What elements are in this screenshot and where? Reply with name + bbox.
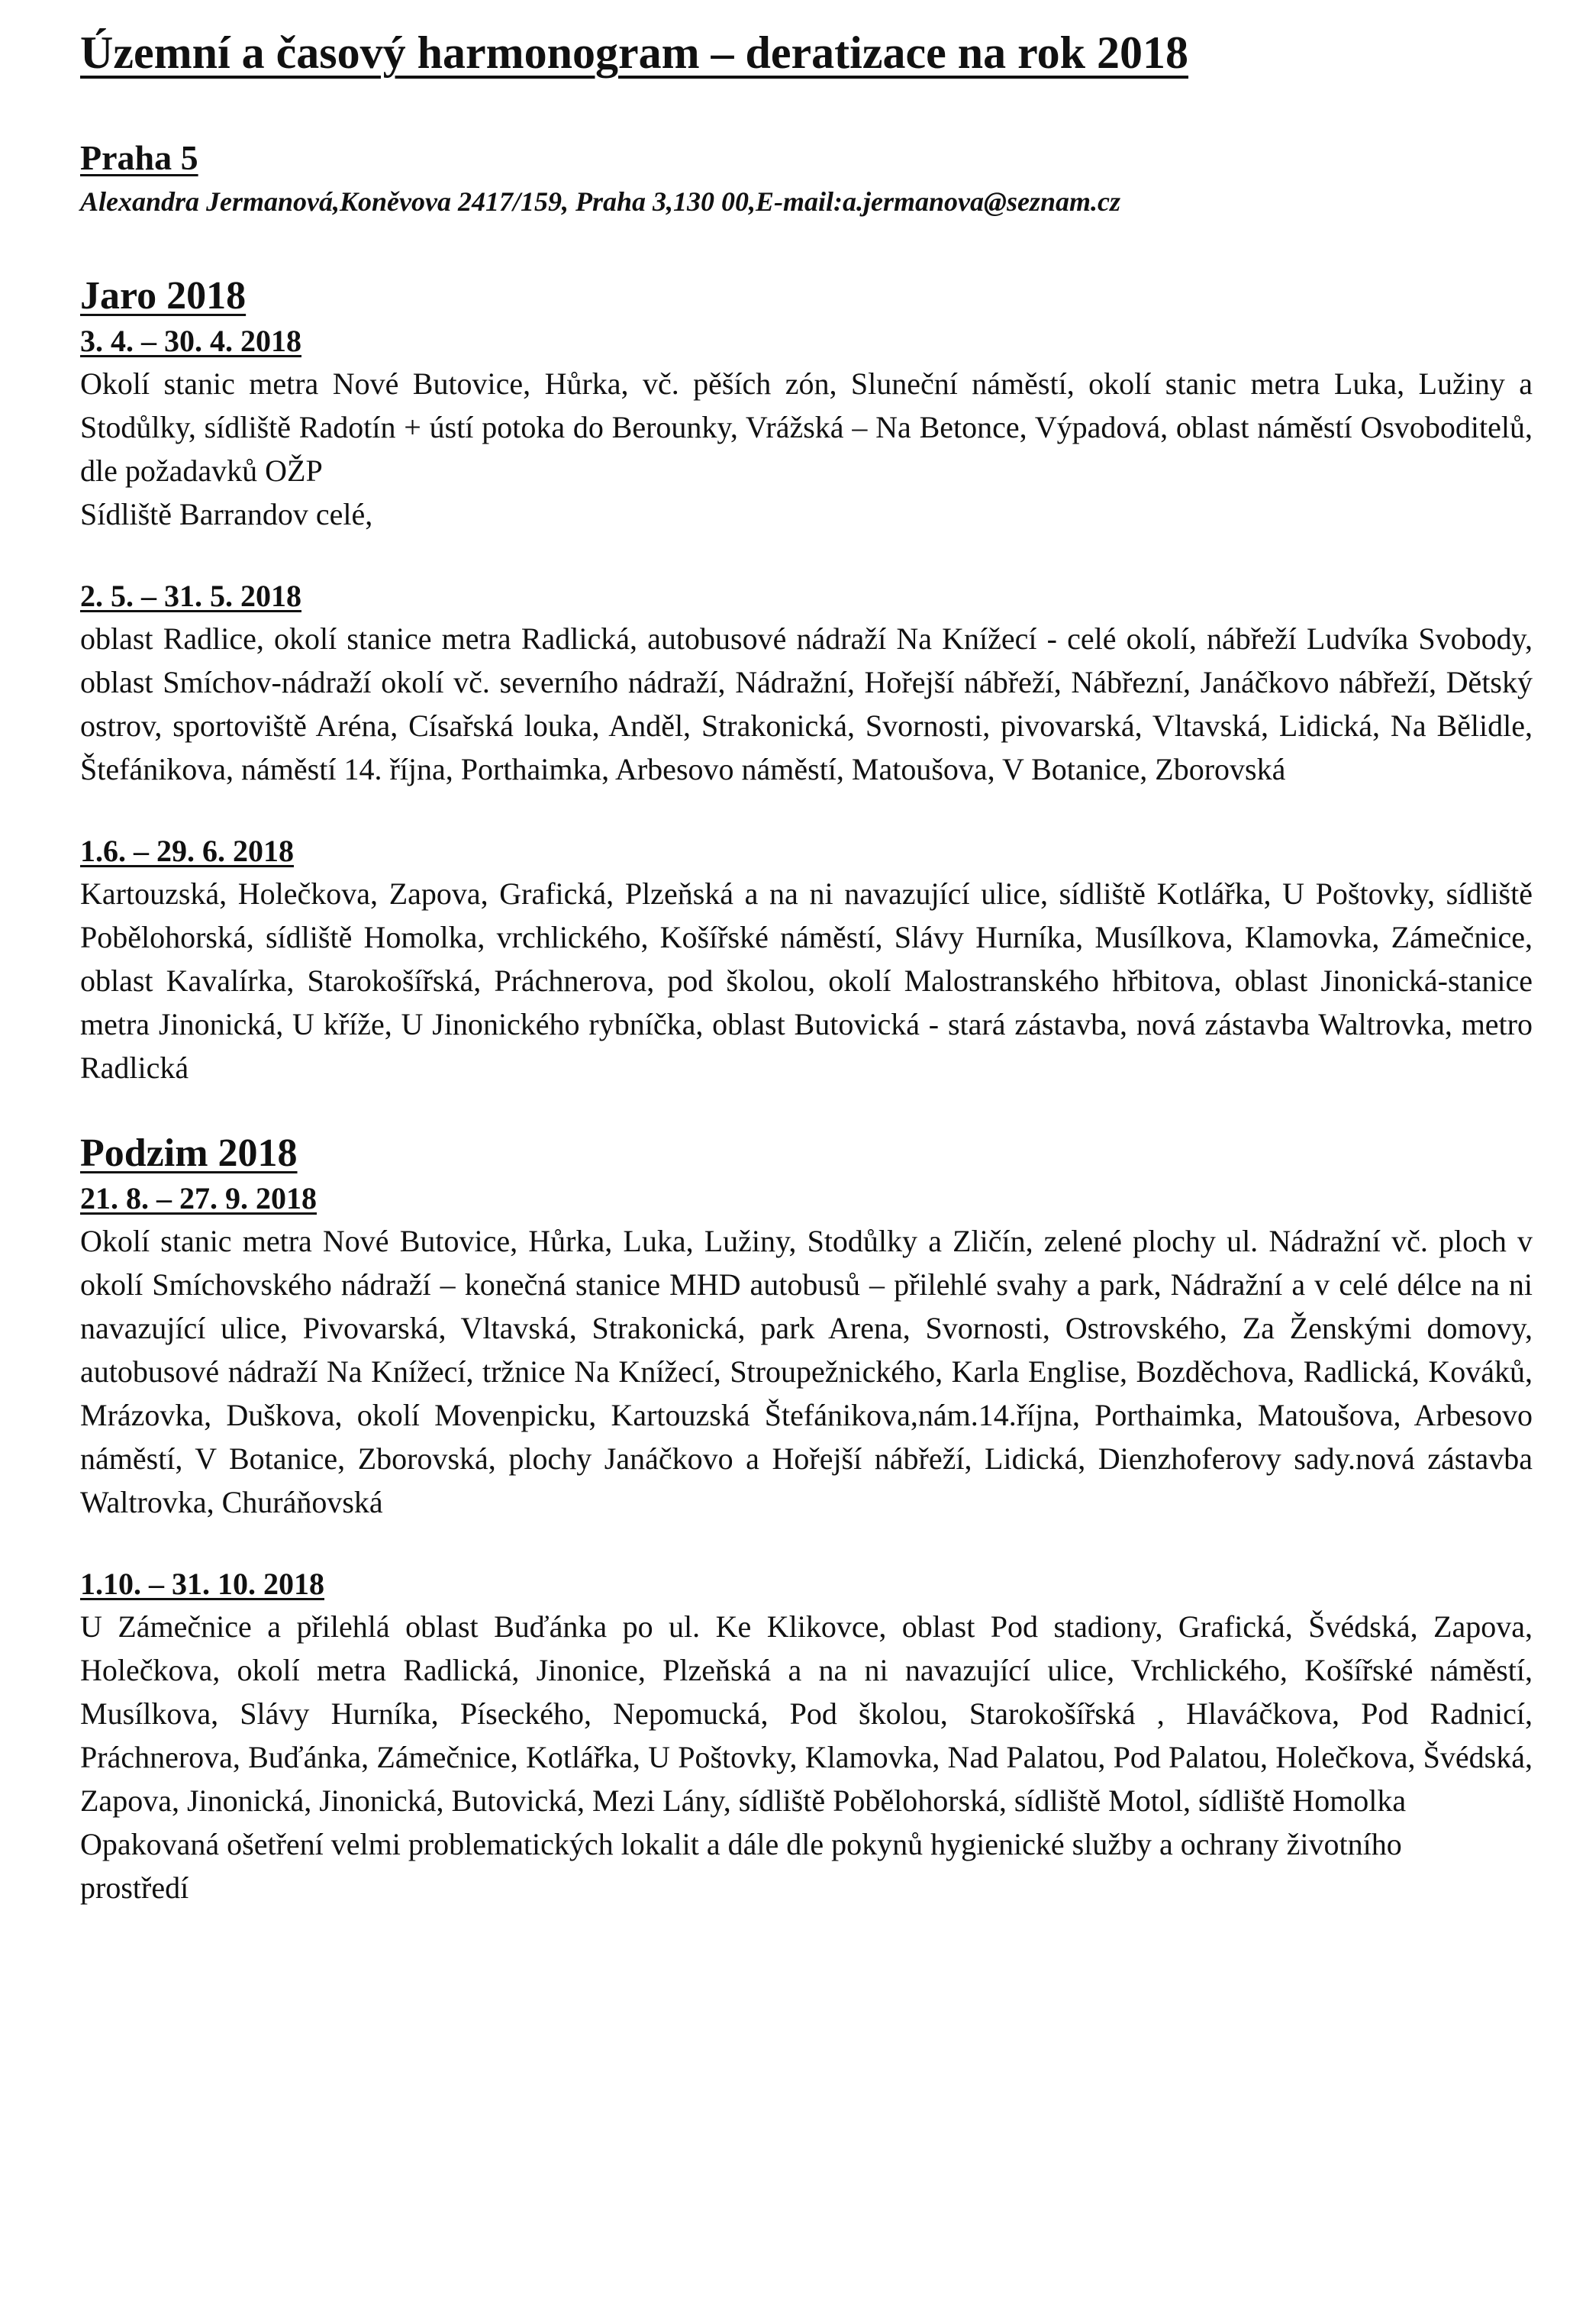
- period-block: [80, 831, 1533, 1089]
- season-heading: Podzim 2018: [80, 1131, 298, 1175]
- season-spring: [80, 272, 1533, 1089]
- season-autumn: [80, 1129, 1533, 1909]
- period-locations: Okolí stanic metra Nové Butovice, Hůrka, vč. pěších zón, Sluneční náměstí, okolí stanic metra Luka, Lužiny a Stodůlky, sídliště Radotín + ústí potoka do Berounky, Vrážská – Na Betonce, Výpadová, oblast náměstí Osvoboditelů, dle požadavků OŽP: [80, 366, 1533, 488]
- period-note: Sídliště Barrandov celé,: [80, 497, 373, 531]
- period-date: 1.6. – 29. 6. 2018: [80, 834, 294, 868]
- period-date: 2. 5. – 31. 5. 2018: [80, 579, 301, 613]
- period-block: [80, 576, 1533, 791]
- season-heading: Jaro 2018: [80, 274, 247, 318]
- period-block: [80, 1178, 1533, 1524]
- period-block: [80, 1564, 1533, 1909]
- period-date: 21. 8. – 27. 9. 2018: [80, 1181, 317, 1215]
- period-locations: U Zámečnice a přilehlá oblast Buďánka po ul. Ke Klikovce, oblast Pod stadiony, Grafická, Švédská, Zapova, Holečkova, okolí metra Radlická, Jinonice, Plzeňská a na ni navazující ulice, Vrchlického, Košířské náměstí, Musílkova, Slávy Hurníka, Píseckého, Nepomucká, Pod školou, Starokošířská , Hlaváčkova, Pod Radnicí, Práchnerova, Buďánka, Zámečnice, Kotlářka, U Poštovky, Klamovka, Nad Palatou, Pod Palatou, Holečkova, Švédská, Zapova, Jinonická, Jinonická, Butovická, Mezi Lány, sídliště Pobělohorská, sídliště Motol, sídliště Homolka: [80, 1609, 1533, 1818]
- period-locations: Kartouzská, Holečkova, Zapova, Grafická, Plzeňská a na ni navazující ulice, sídliště Kotlářka, U Poštovky, sídliště Pobělohorská, sídliště Homolka, vrchlického, Košířské náměstí, Slávy Hurníka, Musílkova, Klamovka, Zámečnice, oblast Kavalírka, Starokošířská, Práchnerova, pod školou, okolí Malostranského hřbitova, oblast Jinonická-stanice metra Jinonická, U kříže, U Jinonického rybníčka, oblast Butovická - stará zástavba, nová zástavba Waltrovka, metro Radlická: [80, 876, 1533, 1085]
- contact-line: Alexandra Jermanová,Koněvova 2417/159, Praha 3,130 00,E-mail:a.jermanova@seznam.cz: [80, 186, 1120, 217]
- period-date: 1.10. – 31. 10. 2018: [80, 1567, 324, 1601]
- period-locations: oblast Radlice, okolí stanice metra Radlická, autobusové nádraží Na Knížecí - celé okolí, nábřeží Ludvíka Svobody, oblast Smíchov-nádraží okolí vč. severního nádraží, Nádražní, Hořejší nábřeží, Nábřezní, Janáčkovo nábřeží, Dětský ostrov, sportoviště Aréna, Císařská louka, Anděl, Strakonická, Svornosti, pivovarská, Vltavská, Lidická, Na Bělidle, Štefánikova, náměstí 14. října, Porthaimka, Arbesovo náměstí, Matoušova, V Botanice, Zborovská: [80, 621, 1533, 786]
- period-block: [80, 321, 1533, 536]
- period-locations: Okolí stanic metra Nové Butovice, Hůrka, Luka, Lužiny, Stodůlky a Zličín, zelené plochy ul. Nádražní vč. ploch v okolí Smíchovského nádraží – konečná stanice MHD autobusů – přilehlé svahy a park, Nádražní a v celé délce na ni navazující ulice, Pivovarská, Vltavská, Strakonická, park Arena, Svornosti, Ostrovského, Za Ženskými domovy, autobusové nádraží Na Knížecí, tržnice Na Knížecí, Stroupežnického, Karla Englise, Bozděchova, Radlická, Kováků, Mrázovka, Duškova, okolí Movenpicku, Kartouzská Štefánikova,nám.14.října, Porthaimka, Matoušova, Arbesovo náměstí, V Botanice, Zborovská, plochy Janáčkovo a Hořejší nábřeží, Lidická, Dienzhoferovy sady.nová zástavba Waltrovka, Churáňovská: [80, 1224, 1533, 1519]
- district-heading: Praha 5: [80, 138, 198, 177]
- document-title: Územní a časový harmonogram – deratizace na rok 2018: [80, 27, 1189, 78]
- closing-note: Opakovaná ošetření velmi problematických lokalit a dále dle pokynů hygienické služby a ochrany životního prostředí: [80, 1827, 1402, 1905]
- period-date: 3. 4. – 30. 4. 2018: [80, 324, 301, 358]
